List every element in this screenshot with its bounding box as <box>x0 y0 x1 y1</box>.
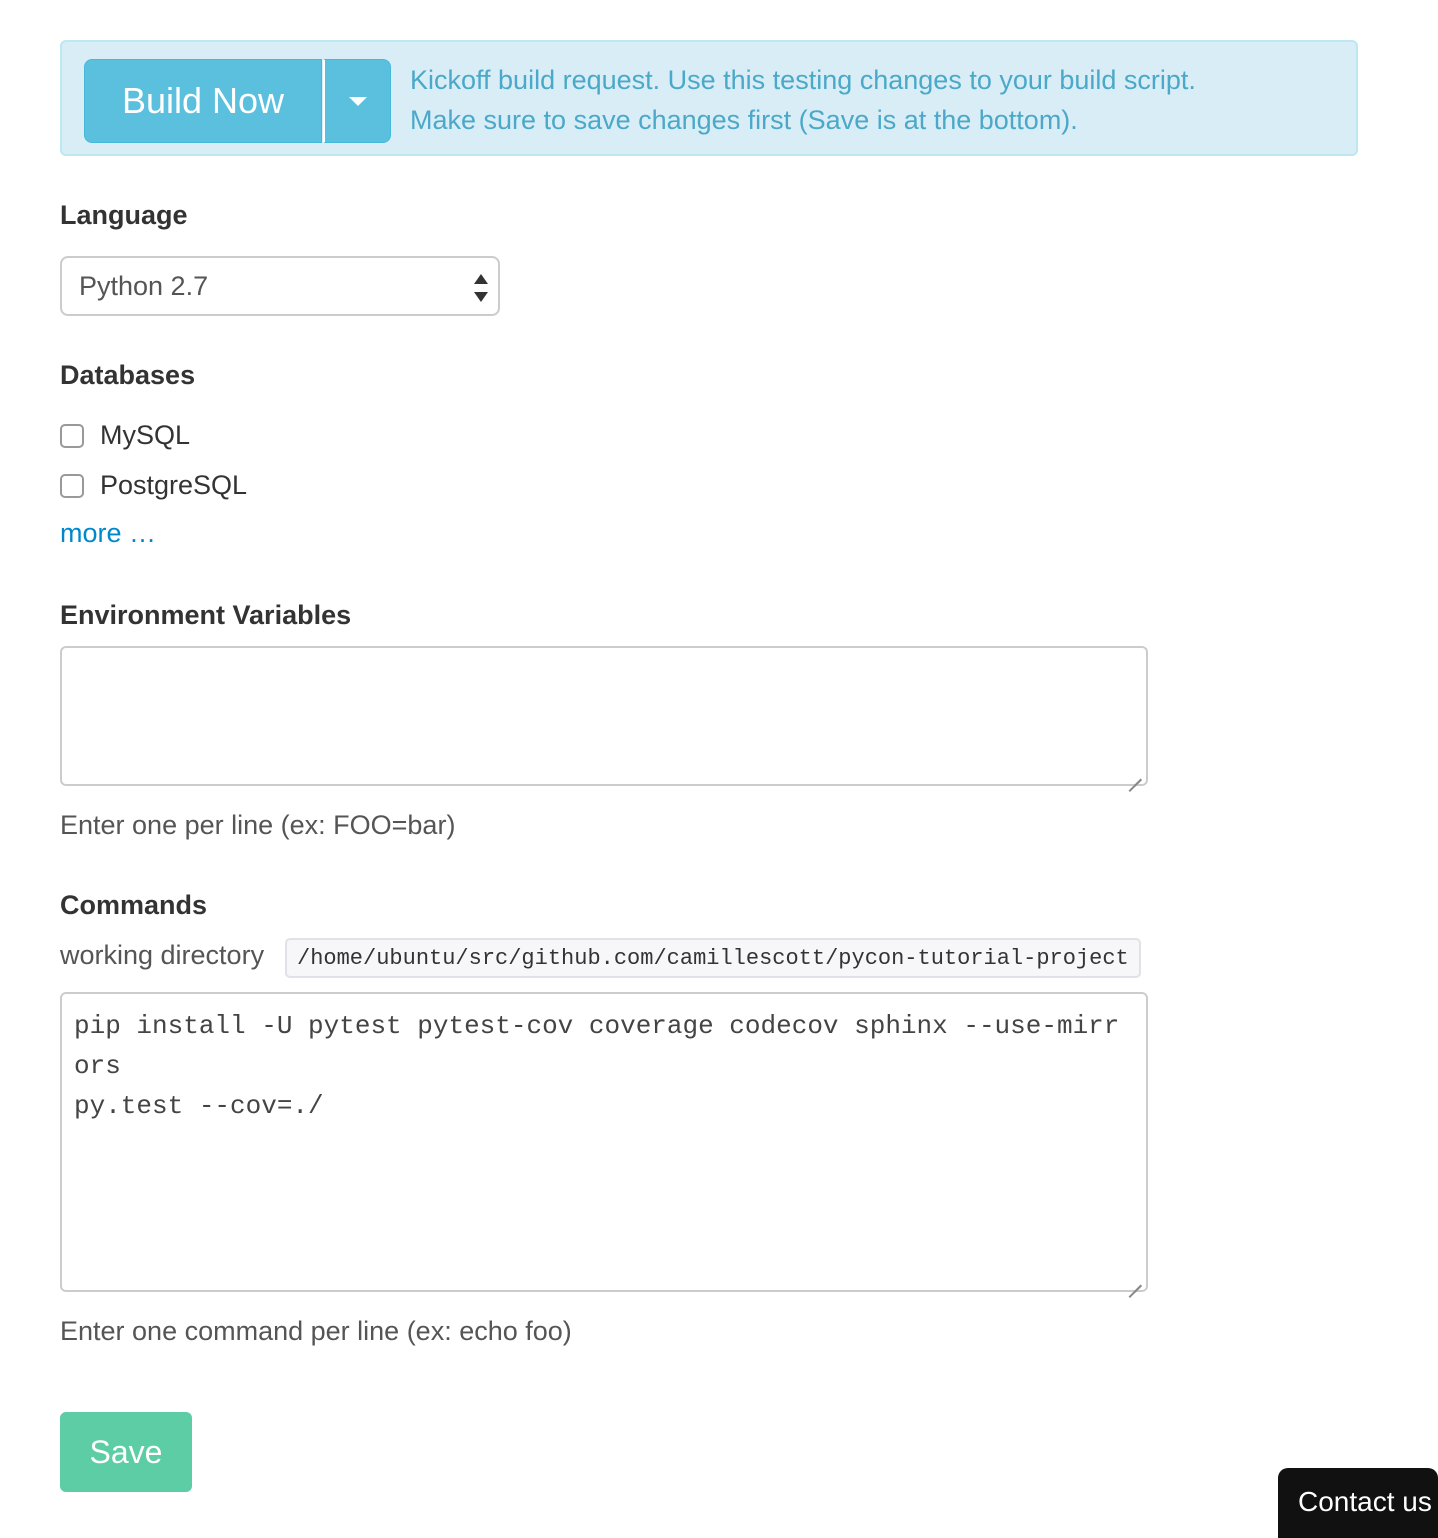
env-vars-help: Enter one per line (ex: FOO=bar) <box>60 810 456 840</box>
postgresql-checkbox[interactable] <box>60 474 84 498</box>
build-help-line-2: Make sure to save changes first (Save is at the bottom). <box>410 105 1078 135</box>
env-vars-label: Environment Variables <box>60 600 352 630</box>
language-label: Language <box>60 200 188 230</box>
language-selected-value: Python 2.7 <box>79 270 209 301</box>
save-button[interactable]: Save <box>60 1412 192 1492</box>
mysql-label: MySQL <box>100 420 191 450</box>
build-panel <box>60 40 1358 156</box>
database-option-mysql[interactable] <box>60 420 190 451</box>
build-now-button[interactable]: Build Now <box>84 59 322 143</box>
build-help-text <box>410 60 1330 140</box>
language-select[interactable] <box>60 256 500 316</box>
working-directory-path: /home/ubuntu/src/github.com/camillescott/pycon-tutorial-project <box>285 938 1141 978</box>
database-option-postgresql[interactable] <box>60 470 247 501</box>
resize-grip-icon[interactable] <box>1128 1272 1142 1286</box>
caret-down-icon <box>349 97 367 106</box>
postgresql-label: PostgreSQL <box>100 470 248 500</box>
commands-help: Enter one command per line (ex: echo foo) <box>60 1316 572 1346</box>
working-directory-label: working directory <box>60 940 265 970</box>
more-databases-link[interactable]: more … <box>60 518 157 548</box>
commands-label: Commands <box>60 890 208 920</box>
build-help-line-1: Kickoff build request. Use this testing changes to your build script. <box>410 65 1196 95</box>
commands-textarea[interactable] <box>60 992 1148 1292</box>
commands-text[interactable]: pip install -U pytest pytest-cov coverage codecov sphinx --use-mirrors py.test --cov=./ <box>74 1011 1120 1121</box>
contact-us-tab[interactable]: Contact us <box>1278 1468 1438 1538</box>
resize-grip-icon[interactable] <box>1128 766 1142 780</box>
env-vars-textarea[interactable] <box>60 646 1148 786</box>
select-arrows-icon <box>474 274 488 302</box>
build-options-dropdown-button[interactable] <box>323 59 391 143</box>
mysql-checkbox[interactable] <box>60 424 84 448</box>
databases-label: Databases <box>60 360 196 390</box>
